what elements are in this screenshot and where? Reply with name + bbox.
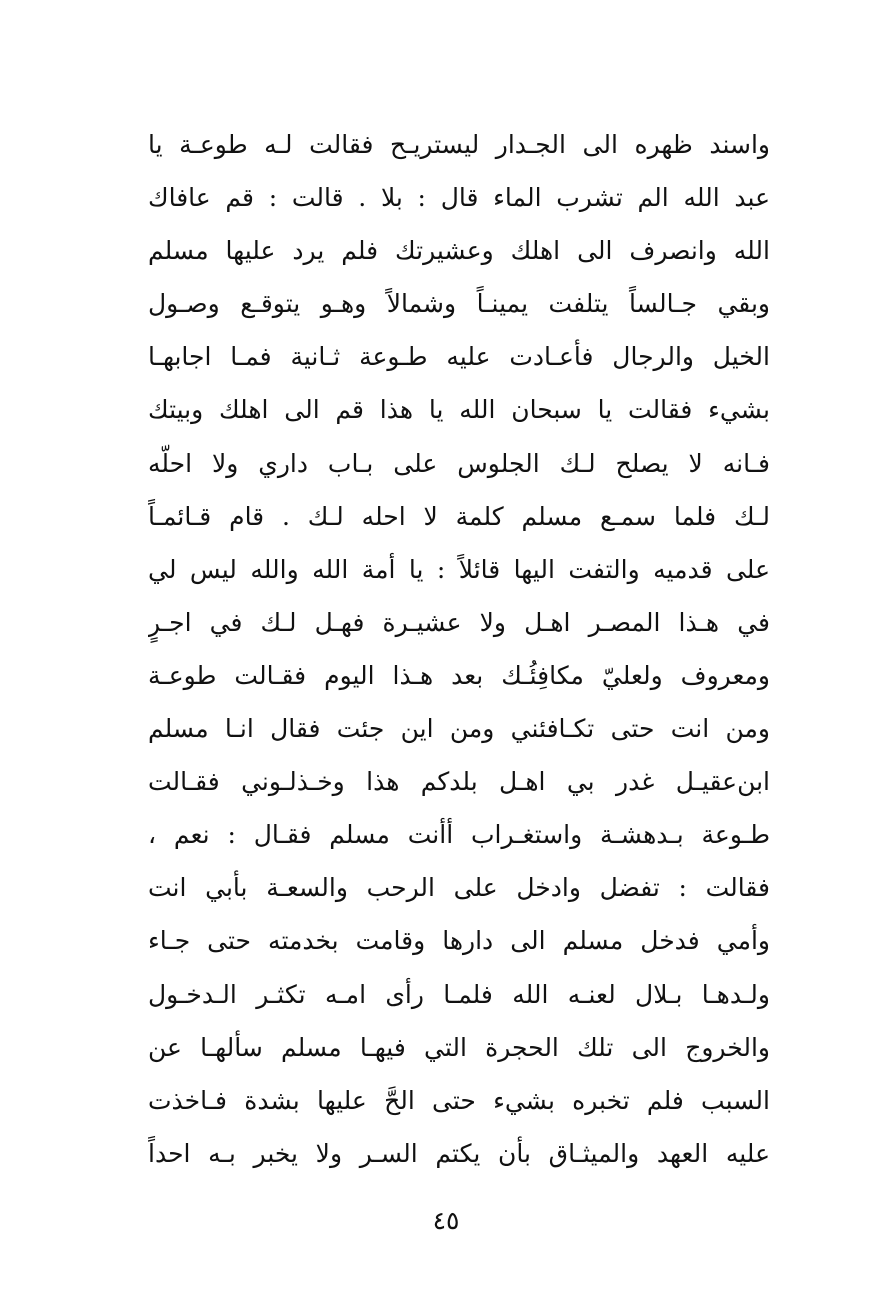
text-line: ابن‌عقيـل غدر بي اهـل بلدكم هذا وخـذلـوني فقـالت (148, 767, 770, 797)
text-line: عبد الله الم تشرب الماء قال : بلا . قالت : قم عافاك (148, 183, 770, 213)
text-line: بشيء فقالت يا سبحان الله يا هذا قم الى اهلك وبيتك (148, 395, 770, 425)
text-line: على قدميه والتفت اليها قائلاً : يا أمة الله والله ليس لي (148, 554, 770, 584)
text-line: ومعروف ولعليّ مكافِئُـك بعد هـذا اليوم فقـالت طوعـة (148, 660, 770, 690)
text-line: في هـذا المصـر اهـل ولا عشيـرة فهـل لـك في اجـرٍ (148, 607, 770, 637)
text-line: ومن انت حتى تكـافئني ومن اين جئت فقال انـا مسلم (148, 714, 770, 744)
body-text (148, 118, 770, 1180)
page-number: ٤٥ (432, 1206, 460, 1235)
text-line: السبب فلم تخبره بشيء حتى الحَّ عليها بشدة فـاخذت (148, 1085, 770, 1115)
text-line: لـك فلما سمـع مسلم كلمة لا احله لـك . قام قـائمـاً (148, 501, 770, 531)
text-line: فقالت : تفضل وادخل على الرحب والسعـة بأبي انت (148, 873, 770, 903)
text-line: ولـدهـا بـلال لعنـه الله فلمـا رأى امـه تكثـر الـدخـول (148, 979, 770, 1009)
text-line: الله وانصرف الى اهلك وعشيرتك فلم يرد عليها مسلم (148, 236, 770, 266)
text-line: عليه العهد والميثـاق بأن يكتم السـر ولا يخبر بـه احداً (148, 1138, 770, 1168)
text-line: واسند ظهره الى الجـدار ليستريـح فقالت لـه طوعـة يا (148, 130, 770, 159)
text-line: وأمي فدخل مسلم الى دارها وقامت بخدمته حتى جـاء (148, 926, 770, 956)
text-line: فـانه لا يصلح لـك الجلوس على بـاب داري ولا احلّه (148, 448, 770, 478)
text-line: وبقي جـالساً يتلفت يمينـاً وشمالاً وهـو يتوقـع وصـول (148, 289, 770, 319)
text-line: الخيل والرجال فأعـادت عليه طـوعة ثـانية فمـا اجابهـا (148, 342, 770, 372)
text-line: طـوعة بـدهشـة واستغـراب أأنت مسلم فقـال : نعم ، (148, 820, 770, 850)
text-line: والخروج الى تلك الحجرة التي فيهـا مسلم سألهـا عن (148, 1032, 770, 1062)
